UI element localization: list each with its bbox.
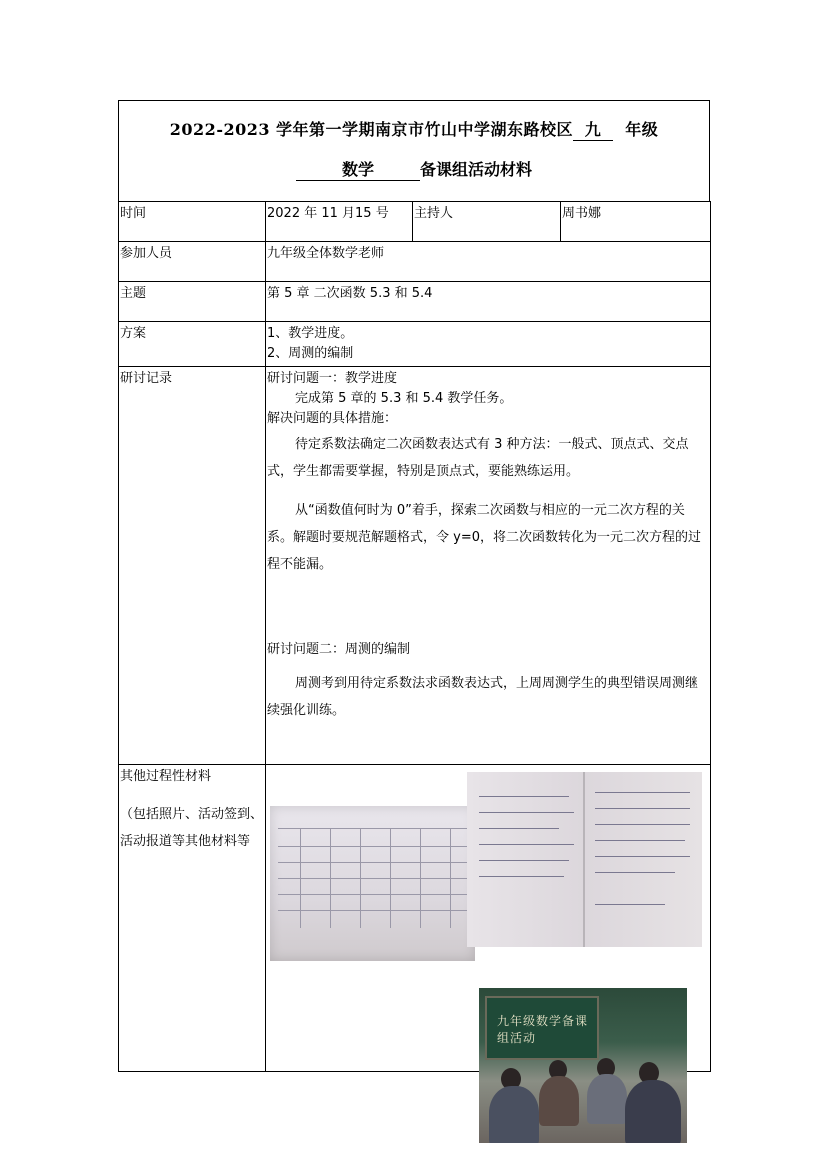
table-row-topic — [119, 282, 711, 322]
issue2-title: 研讨问题二：周测的编制 — [267, 642, 411, 657]
title-grade-suffix: 年级 — [625, 120, 659, 139]
topic-label: 主题 — [119, 282, 266, 322]
record-content — [266, 367, 711, 765]
host-label: 主持人 — [413, 202, 561, 242]
topic-value: 第 5 章 二次函数 5.3 和 5.4 — [266, 282, 711, 322]
other-label-cell — [119, 765, 266, 1072]
other-note: （包括照片、活动签到、活动报道等其他材料等 — [120, 807, 264, 849]
record-label: 研讨记录 — [119, 367, 266, 765]
record-paragraph-3: 周测考到用待定系数法求函数表达式，上周周测学生的典型错误周测继续强化训练。 — [267, 676, 699, 718]
title-line-2 — [119, 157, 709, 181]
table-row-time — [119, 202, 711, 242]
plan-items — [266, 322, 711, 367]
issue1-line: 完成第 5 章的 5.3 和 5.4 教学任务。 — [295, 391, 513, 406]
record-paragraph-1: 待定系数法确定二次函数表达式有 3 种方法：一般式、顶点式、交点式，学生都需要掌握，特别是顶点式，要能熟练运用。 — [267, 437, 689, 479]
record-paragraph-2: 从“函数值何时为 0”着手，探索二次函数与相应的一元二次方程的关系。解题时要规范解题格式，令 y=0，将二次函数转化为一元二次方程的过程不能漏。 — [267, 503, 701, 572]
participants-label: 参加人员 — [119, 242, 266, 282]
meeting-photo — [479, 988, 687, 1143]
title-prefix: 2022-2023 学年第一学期南京市竹山中学湖东路校区 — [169, 120, 574, 139]
title-suffix: 备课组活动材料 — [419, 160, 532, 179]
blackboard — [485, 996, 599, 1060]
plan-item: 1、教学进度。 — [267, 326, 354, 341]
grade-field: 九 — [573, 117, 613, 141]
document-title — [118, 100, 710, 202]
participants-value: 九年级全体数学老师 — [266, 242, 711, 282]
table-row-plan — [119, 322, 711, 367]
title-line-1 — [119, 117, 709, 141]
host-value: 周书娜 — [561, 202, 711, 242]
plan-label: 方案 — [119, 322, 266, 367]
time-label: 时间 — [119, 202, 266, 242]
signin-sheet-photo — [270, 806, 475, 961]
blackboard-text: 九年级数学备课组活动 — [497, 1014, 589, 1045]
plan-item: 2、周测的编制 — [267, 346, 354, 361]
other-label: 其他过程性材料 — [120, 769, 212, 784]
table-row-participants — [119, 242, 711, 282]
subject-field: 数学 — [296, 157, 420, 181]
issue1-title: 研讨问题一：教学进度 — [267, 371, 398, 386]
time-value: 2022 年 11 月15 号 — [266, 202, 413, 242]
measures-title: 解决问题的具体措施： — [267, 411, 398, 426]
meeting-notes-photo — [467, 772, 702, 947]
table-row-record — [119, 367, 711, 765]
